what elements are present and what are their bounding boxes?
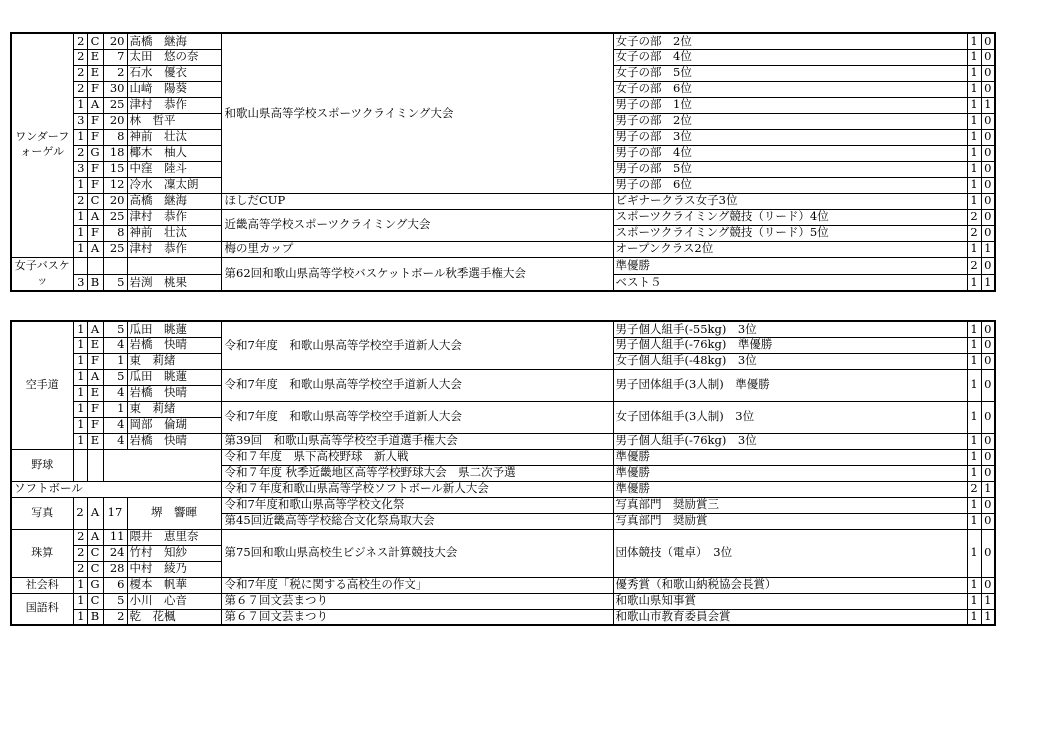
count-a: 2 <box>967 209 981 225</box>
class: F <box>87 177 103 193</box>
student-number: 5 <box>103 369 127 385</box>
table-row <box>11 481 995 497</box>
grade: 1 <box>73 417 87 433</box>
class: F <box>87 353 103 369</box>
count-a: 1 <box>967 449 981 465</box>
class: F <box>87 113 103 129</box>
student-number: 5 <box>103 274 127 291</box>
event-name: 第45回近畿高等学校総合文化祭鳥取大会 <box>221 513 613 529</box>
count-b: 0 <box>981 433 995 449</box>
event-name: 第62回和歌山県高等学校バスケットボール秋季選手権大会 <box>221 257 613 291</box>
student-name: 竹村 知紗 <box>127 545 221 561</box>
count-b: 0 <box>981 49 995 65</box>
class: B <box>87 609 103 625</box>
grade: 1 <box>73 577 87 593</box>
table-row <box>11 593 995 609</box>
club-name: ソフトボール <box>11 481 221 497</box>
count-b: 0 <box>981 129 995 145</box>
count-a: 1 <box>967 337 981 353</box>
student-number: 1 <box>103 401 127 417</box>
grade: 1 <box>73 209 87 225</box>
student-number: 2 <box>103 65 127 81</box>
student-number: 17 <box>103 497 127 529</box>
count-b: 0 <box>981 497 995 513</box>
student-number: 25 <box>103 241 127 257</box>
student-number: 8 <box>103 129 127 145</box>
club-name: 社会科 <box>11 577 73 593</box>
student-name <box>127 257 221 274</box>
student-name: 石水 優衣 <box>127 65 221 81</box>
grade: 1 <box>73 353 87 369</box>
student-name: 岩橋 快晴 <box>127 433 221 449</box>
result: 男子の部 2位 <box>613 113 967 129</box>
table-row <box>11 193 995 209</box>
student-name: 神前 壮汰 <box>127 129 221 145</box>
grade: 2 <box>73 529 87 545</box>
grade: 1 <box>73 225 87 241</box>
result: 男子個人組手(-76kg) 3位 <box>613 433 967 449</box>
class: E <box>87 49 103 65</box>
student-name: 岡部 倫瑚 <box>127 417 221 433</box>
student-name: 山﨑 陽葵 <box>127 81 221 97</box>
table-row <box>11 33 995 49</box>
count-a: 1 <box>967 353 981 369</box>
result: 女子団体組手(3人制) 3位 <box>613 401 967 433</box>
student-number: 4 <box>103 417 127 433</box>
club-name: 写真 <box>11 497 73 529</box>
grade <box>73 257 87 274</box>
grade: 2 <box>73 65 87 81</box>
student-number: 5 <box>103 593 127 609</box>
count-a: 2 <box>967 257 981 274</box>
count-b: 1 <box>981 609 995 625</box>
event-name: 令和７年度 秋季近畿地区高等学校野球大会 県二次予選 <box>221 465 613 481</box>
result: 女子の部 4位 <box>613 49 967 65</box>
event-name: 和歌山県高等学校スポーツクライミング大会 <box>221 33 613 193</box>
student-number: 18 <box>103 145 127 161</box>
student-name: 堺 響暉 <box>127 497 221 529</box>
count-a: 1 <box>967 129 981 145</box>
student-number: 20 <box>103 113 127 129</box>
count-a: 1 <box>967 433 981 449</box>
count-b: 0 <box>981 369 995 401</box>
student-name: 中窪 陸斗 <box>127 161 221 177</box>
grade: 1 <box>73 177 87 193</box>
student-name: 乾 花楓 <box>127 609 221 625</box>
count-b: 1 <box>981 481 995 497</box>
count-b: 0 <box>981 209 995 225</box>
result: 写真部門 奨励賞三 <box>613 497 967 513</box>
class: A <box>87 97 103 113</box>
club-name: 女子バスケッ <box>11 257 73 291</box>
count-b: 0 <box>981 401 995 433</box>
count-a: 2 <box>967 481 981 497</box>
student-number: 25 <box>103 209 127 225</box>
student-name: 岩橋 快晴 <box>127 337 221 353</box>
result: スポーツクライミング競技（リード）5位 <box>613 225 967 241</box>
class: F <box>87 401 103 417</box>
student-name: 東 莉緒 <box>127 401 221 417</box>
grade: 2 <box>73 81 87 97</box>
student-name: 隈井 恵里奈 <box>127 529 221 545</box>
grade: 1 <box>73 321 87 337</box>
student-number: 28 <box>103 561 127 577</box>
event-name: 梅の里カップ <box>221 241 613 257</box>
class: A <box>87 529 103 545</box>
event-name: 令和7年度「税に関する高校生の作文」 <box>221 577 613 593</box>
class: F <box>87 417 103 433</box>
result: 男子団体組手(3人制) 準優勝 <box>613 369 967 401</box>
grade: 1 <box>73 369 87 385</box>
student-name: 椰木 柚人 <box>127 145 221 161</box>
student-name: 神前 壮汰 <box>127 225 221 241</box>
result: 準優勝 <box>613 449 967 465</box>
count-b: 0 <box>981 337 995 353</box>
count-a: 2 <box>967 225 981 241</box>
club-name: 空手道 <box>11 321 73 449</box>
result: 準優勝 <box>613 257 967 274</box>
count-a: 1 <box>967 577 981 593</box>
student-name: 太田 悠の奈 <box>127 49 221 65</box>
count-a: 1 <box>967 33 981 49</box>
result: 準優勝 <box>613 481 967 497</box>
event-name: 令和７年度 県下高校野球 新人戦 <box>221 449 613 465</box>
result: 男子の部 3位 <box>613 129 967 145</box>
count-b: 0 <box>981 577 995 593</box>
grade <box>73 449 87 481</box>
count-b: 1 <box>981 274 995 291</box>
result: 女子個人組手(-48kg) 3位 <box>613 353 967 369</box>
grade: 2 <box>73 561 87 577</box>
count-b: 0 <box>981 113 995 129</box>
result: 男子個人組手(-55kg) 3位 <box>613 321 967 337</box>
count-b: 1 <box>981 241 995 257</box>
grade: 1 <box>73 337 87 353</box>
count-a: 1 <box>967 369 981 401</box>
grade: 3 <box>73 274 87 291</box>
result: 女子の部 5位 <box>613 65 967 81</box>
class <box>87 449 103 481</box>
class: E <box>87 433 103 449</box>
student-number: 25 <box>103 97 127 113</box>
count-a: 1 <box>967 241 981 257</box>
result: 和歌山市教育委員会賞 <box>613 609 967 625</box>
student-number: 24 <box>103 545 127 561</box>
result: 男子の部 5位 <box>613 161 967 177</box>
student-name: 岩橋 快晴 <box>127 385 221 401</box>
count-b: 0 <box>981 257 995 274</box>
table-row <box>11 401 995 417</box>
count-a: 1 <box>967 593 981 609</box>
result: 和歌山県知事賞 <box>613 593 967 609</box>
count-b: 0 <box>981 81 995 97</box>
student-name: 津村 恭作 <box>127 209 221 225</box>
student-name: 林 哲平 <box>127 113 221 129</box>
student-number: 20 <box>103 193 127 209</box>
student-number: 4 <box>103 433 127 449</box>
result: 写真部門 奨励賞 <box>613 513 967 529</box>
count-a: 1 <box>967 513 981 529</box>
student-number <box>103 257 127 274</box>
table-row <box>11 209 995 225</box>
count-b: 0 <box>981 321 995 337</box>
event-name: 令和7年度 和歌山県高等学校空手道新人大会 <box>221 369 613 401</box>
event-name: 令和７年度和歌山県高等学校ソフトボール新人大会 <box>221 481 613 497</box>
class: C <box>87 545 103 561</box>
count-a: 1 <box>967 465 981 481</box>
count-b: 0 <box>981 449 995 465</box>
count-a: 1 <box>967 65 981 81</box>
awards-table-1 <box>10 32 996 292</box>
result: 優秀賞（和歌山納税協会長賞） <box>613 577 967 593</box>
club-name: 珠算 <box>11 529 73 577</box>
class: B <box>87 274 103 291</box>
count-b: 0 <box>981 513 995 529</box>
student-name: 高橋 継海 <box>127 33 221 49</box>
result: 男子の部 4位 <box>613 145 967 161</box>
student-number: 2 <box>103 609 127 625</box>
grade: 2 <box>73 145 87 161</box>
count-a: 1 <box>967 113 981 129</box>
count-a: 1 <box>967 497 981 513</box>
class: F <box>87 81 103 97</box>
count-a: 1 <box>967 274 981 291</box>
count-a: 1 <box>967 145 981 161</box>
class <box>87 257 103 274</box>
student-name: 瓜田 眺蓮 <box>127 369 221 385</box>
count-a: 1 <box>967 401 981 433</box>
student-name: 榎本 帆華 <box>127 577 221 593</box>
count-a: 1 <box>967 529 981 577</box>
student-number: 4 <box>103 385 127 401</box>
grade: 2 <box>73 49 87 65</box>
class: C <box>87 193 103 209</box>
count-b: 0 <box>981 529 995 577</box>
event-name: ほしだCUP <box>221 193 613 209</box>
count-b: 0 <box>981 353 995 369</box>
event-name: 近畿高等学校スポーツクライミング大会 <box>221 209 613 241</box>
class: C <box>87 561 103 577</box>
result: 団体競技（電卓） 3位 <box>613 529 967 577</box>
event-name: 第39回 和歌山県高等学校空手道選手権大会 <box>221 433 613 449</box>
class: G <box>87 577 103 593</box>
class: E <box>87 337 103 353</box>
table-row <box>11 241 995 257</box>
result: ビギナークラス女子3位 <box>613 193 967 209</box>
count-b: 0 <box>981 145 995 161</box>
count-b: 0 <box>981 33 995 49</box>
grade: 1 <box>73 385 87 401</box>
student-name <box>103 449 221 481</box>
count-a: 1 <box>967 81 981 97</box>
student-number: 12 <box>103 177 127 193</box>
grade: 2 <box>73 545 87 561</box>
result: ベスト５ <box>613 274 967 291</box>
class: F <box>87 161 103 177</box>
table-row <box>11 529 995 545</box>
student-name: 津村 恭作 <box>127 241 221 257</box>
student-number: 1 <box>103 353 127 369</box>
grade: 2 <box>73 497 87 529</box>
grade: 1 <box>73 241 87 257</box>
event-name: 第75回和歌山県高校生ビジネス計算競技大会 <box>221 529 613 577</box>
result: オープンクラス2位 <box>613 241 967 257</box>
table-row <box>11 449 995 465</box>
student-name: 小川 心音 <box>127 593 221 609</box>
class: C <box>87 593 103 609</box>
result: 男子個人組手(-76kg) 準優勝 <box>613 337 967 353</box>
count-b: 1 <box>981 593 995 609</box>
student-number: 8 <box>103 225 127 241</box>
class: A <box>87 369 103 385</box>
awards-table-2 <box>10 320 996 626</box>
class: A <box>87 241 103 257</box>
class: G <box>87 145 103 161</box>
result: スポーツクライミング競技（リード）4位 <box>613 209 967 225</box>
grade: 1 <box>73 609 87 625</box>
count-a: 1 <box>967 161 981 177</box>
club-name: ワンダーフォーゲル <box>11 33 73 257</box>
class: F <box>87 129 103 145</box>
count-b: 0 <box>981 193 995 209</box>
student-number: 5 <box>103 321 127 337</box>
class: A <box>87 209 103 225</box>
student-name: 高橋 継海 <box>127 193 221 209</box>
event-name: 令和7年度和歌山県高等学校文化祭 <box>221 497 613 513</box>
event-name: 第６７回文芸まつり <box>221 593 613 609</box>
count-a: 1 <box>967 177 981 193</box>
student-name: 瓜田 眺蓮 <box>127 321 221 337</box>
student-number: 4 <box>103 337 127 353</box>
grade: 1 <box>73 129 87 145</box>
grade: 1 <box>73 433 87 449</box>
student-name: 中村 綾乃 <box>127 561 221 577</box>
student-number: 11 <box>103 529 127 545</box>
count-a: 1 <box>967 193 981 209</box>
class: A <box>87 497 103 529</box>
grade: 2 <box>73 33 87 49</box>
event-name: 令和7年度 和歌山県高等学校空手道新人大会 <box>221 401 613 433</box>
count-b: 0 <box>981 177 995 193</box>
grade: 3 <box>73 161 87 177</box>
student-number: 30 <box>103 81 127 97</box>
student-number: 15 <box>103 161 127 177</box>
class: E <box>87 385 103 401</box>
result: 男子の部 6位 <box>613 177 967 193</box>
student-name: 津村 恭作 <box>127 97 221 113</box>
class: E <box>87 65 103 81</box>
count-b: 1 <box>981 97 995 113</box>
event-name: 令和7年度 和歌山県高等学校空手道新人大会 <box>221 321 613 369</box>
grade: 3 <box>73 113 87 129</box>
grade: 2 <box>73 193 87 209</box>
count-b: 0 <box>981 161 995 177</box>
student-name: 岩渕 桃果 <box>127 274 221 291</box>
club-name: 野球 <box>11 449 73 481</box>
result: 女子の部 6位 <box>613 81 967 97</box>
table-row <box>11 609 995 625</box>
count-a: 1 <box>967 321 981 337</box>
count-b: 0 <box>981 465 995 481</box>
student-number: 6 <box>103 577 127 593</box>
result: 女子の部 2位 <box>613 33 967 49</box>
grade: 1 <box>73 593 87 609</box>
count-a: 1 <box>967 97 981 113</box>
club-name: 国語科 <box>11 593 73 625</box>
table-row <box>11 369 995 385</box>
student-name: 冷水 凜太朗 <box>127 177 221 193</box>
count-b: 0 <box>981 225 995 241</box>
table-row <box>11 497 995 513</box>
result: 準優勝 <box>613 465 967 481</box>
count-a: 1 <box>967 49 981 65</box>
class: C <box>87 33 103 49</box>
result: 男子の部 1位 <box>613 97 967 113</box>
event-name: 第６７回文芸まつり <box>221 609 613 625</box>
class: A <box>87 321 103 337</box>
student-name: 東 莉緒 <box>127 353 221 369</box>
student-number: 7 <box>103 49 127 65</box>
table-row <box>11 321 995 337</box>
table-row <box>11 577 995 593</box>
student-number: 20 <box>103 33 127 49</box>
grade: 1 <box>73 401 87 417</box>
count-a: 1 <box>967 609 981 625</box>
class: F <box>87 225 103 241</box>
count-b: 0 <box>981 65 995 81</box>
table-row <box>11 257 995 274</box>
table-row <box>11 433 995 449</box>
grade: 1 <box>73 97 87 113</box>
